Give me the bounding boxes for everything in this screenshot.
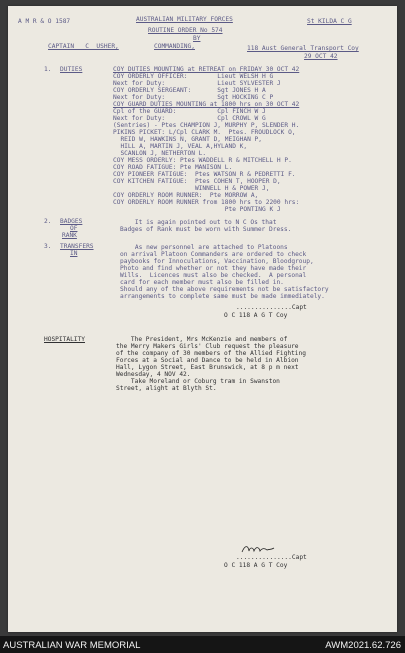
duty-line: SCANLON J, NETHERTON L. — [113, 150, 207, 157]
duty-line: COY ORDERLY OFFICER: Lieut WELSH H G — [113, 73, 274, 80]
duty-line: Cpl of the GUARD: Cpl FINCH W J — [113, 108, 266, 115]
section-1-heading: DUTIES — [60, 66, 83, 73]
badges-text-line: It is again pointed out to N C Os that — [120, 219, 277, 226]
captain-name: CAPTAIN C USHER, — [48, 43, 119, 50]
hospitality-text-line: the Merry Makers Girls' Club request the pleasure — [116, 343, 299, 350]
duty-line: COY ORDERLY SERGEANT: Sgt JONES H A — [113, 87, 266, 94]
duty-line: COY PIONEER FATIGUE: Ptes WATSON R & PEDRETTI F. — [113, 171, 296, 178]
transfers-text-line: paybooks for Innoculations, Vaccination, Bloodgroup, — [120, 258, 314, 265]
document-page — [8, 6, 397, 632]
duty-line: COY ORDERLY ROOM RUNNER: Pte MORROW A, — [113, 192, 259, 199]
hospitality-text-line: of the company of 30 members of the Allied Fighting — [116, 350, 306, 357]
transfers-text-line: As new personnel are attached to Platoons — [120, 244, 288, 251]
duty-line: HILL A, MARTIN J, VEAL A,HYLAND K, — [113, 143, 248, 150]
duty-line: Next for Duty: Sgt HOCKING C P — [113, 94, 274, 101]
footer-bar — [0, 636, 405, 653]
hospitality-text-line: Hall, Lygon Street, East Brunswick, at 8 p m next — [116, 364, 299, 371]
transfers-text-line: card for each member must also be filled in. — [120, 279, 284, 286]
order-date: 29 OCT 42 — [304, 53, 338, 60]
duty-line: REID W, HAWKINS N, GRANT D, MEIGHAN P, — [113, 136, 263, 143]
hospitality-heading: HOSPITALITY — [44, 336, 85, 343]
section-3-number: 3. — [44, 243, 52, 250]
duty-line: WINNELL H & POWER J, — [113, 185, 270, 192]
duty-line: COY DUTIES MOUNTING at RETREAT on FRIDAY 30 OCT 42 — [113, 66, 300, 73]
force-title: AUSTRALIAN MILITARY FORCES — [136, 16, 233, 23]
section-2-heading-line-2: OF — [70, 225, 78, 232]
duty-line: COY ROAD FATIGUE: Pte MANISON L. — [113, 164, 233, 171]
signature-line-2: ...............Capt — [236, 554, 307, 561]
document-reference: A M R & O 1587 — [18, 18, 71, 25]
signature-line-1: ...............Capt — [236, 304, 307, 311]
duty-line: Pte PONTING K J — [113, 206, 281, 213]
footer-source: AUSTRALIAN WAR MEMORIAL — [3, 640, 141, 651]
by-label: BY — [193, 35, 201, 42]
hospitality-text-line: Wednesday, 4 NOV 42. — [116, 371, 191, 378]
duty-line: PIKINS PICKET: L/Cpl CLARK M. Ptes. FROUDLOCK O, — [113, 129, 296, 136]
duty-line: COY KITCHEN FATIGUE: Ptes COHEN T, HOOPER D, — [113, 178, 281, 185]
transfers-text-line: Photo and find whether or not they have made their — [120, 265, 307, 272]
badges-text-line: Badges of Rank must be worn with Summer Dress. — [120, 226, 292, 233]
hospitality-text-line: Street, alight at Blyth St. — [116, 385, 217, 392]
transfers-text-line: Should any of the above requirements not be satisfactory — [120, 286, 329, 293]
transfers-text-line: on arrival Platoon Commanders are ordered to check — [120, 251, 307, 258]
hospitality-text-line: Take Moreland or Coburg tram in Swanston — [116, 378, 280, 385]
transfers-text-line: Wills. Licences must also be checked. A personal — [120, 272, 307, 279]
section-3-heading-line-2: IN — [70, 250, 78, 257]
hospitality-text-line: The President, Mrs McKenzie and members of — [116, 336, 288, 343]
signature-unit-2: O C 118 A G T Coy — [224, 562, 288, 569]
order-title: ROUTINE ORDER No 574 — [148, 27, 223, 34]
footer-catalogue-id: AWM2021.62.726 — [325, 640, 401, 651]
section-1-number: 1. — [44, 66, 52, 73]
location: St KILDA C G — [307, 18, 352, 25]
duty-line: COY MESS ORDERLY: Ptes WADDELL R & MITCHELL H P. — [113, 157, 292, 164]
transfers-text-line: arrangements to complete same must be made immediately. — [120, 293, 325, 300]
duty-line: Next for Duty: Cpl CROWL W G — [113, 115, 266, 122]
commanding-label: COMMANDING, — [154, 43, 195, 50]
duty-line: COY ORDERLY ROOM RUNNER from 1800 hrs to 2200 hrs: — [113, 199, 300, 206]
unit-name: 118 Aust General Transport Coy — [247, 45, 359, 52]
duty-line: (Sentries) - Ptes CHAMPION J, MURPHY P, SLENDER H. — [113, 122, 300, 129]
hospitality-text-line: Forces at a Social and Dance to be held in Albion — [116, 357, 299, 364]
section-2-number: 2. — [44, 218, 52, 225]
section-2-heading-line-1: BADGES — [60, 218, 83, 225]
section-3-heading-line-1: TRANSFERS — [60, 243, 94, 250]
section-2-heading-line-3: RANK — [62, 232, 77, 239]
duty-line: COY GUARD DUTIES MOUNTING at 1800 hrs on 30 OCT 42 — [113, 101, 300, 108]
duty-line: Next for Duty: Lieut SYLVESTER J — [113, 80, 281, 87]
signature-unit-1: O C 118 A G T Coy — [224, 312, 288, 319]
